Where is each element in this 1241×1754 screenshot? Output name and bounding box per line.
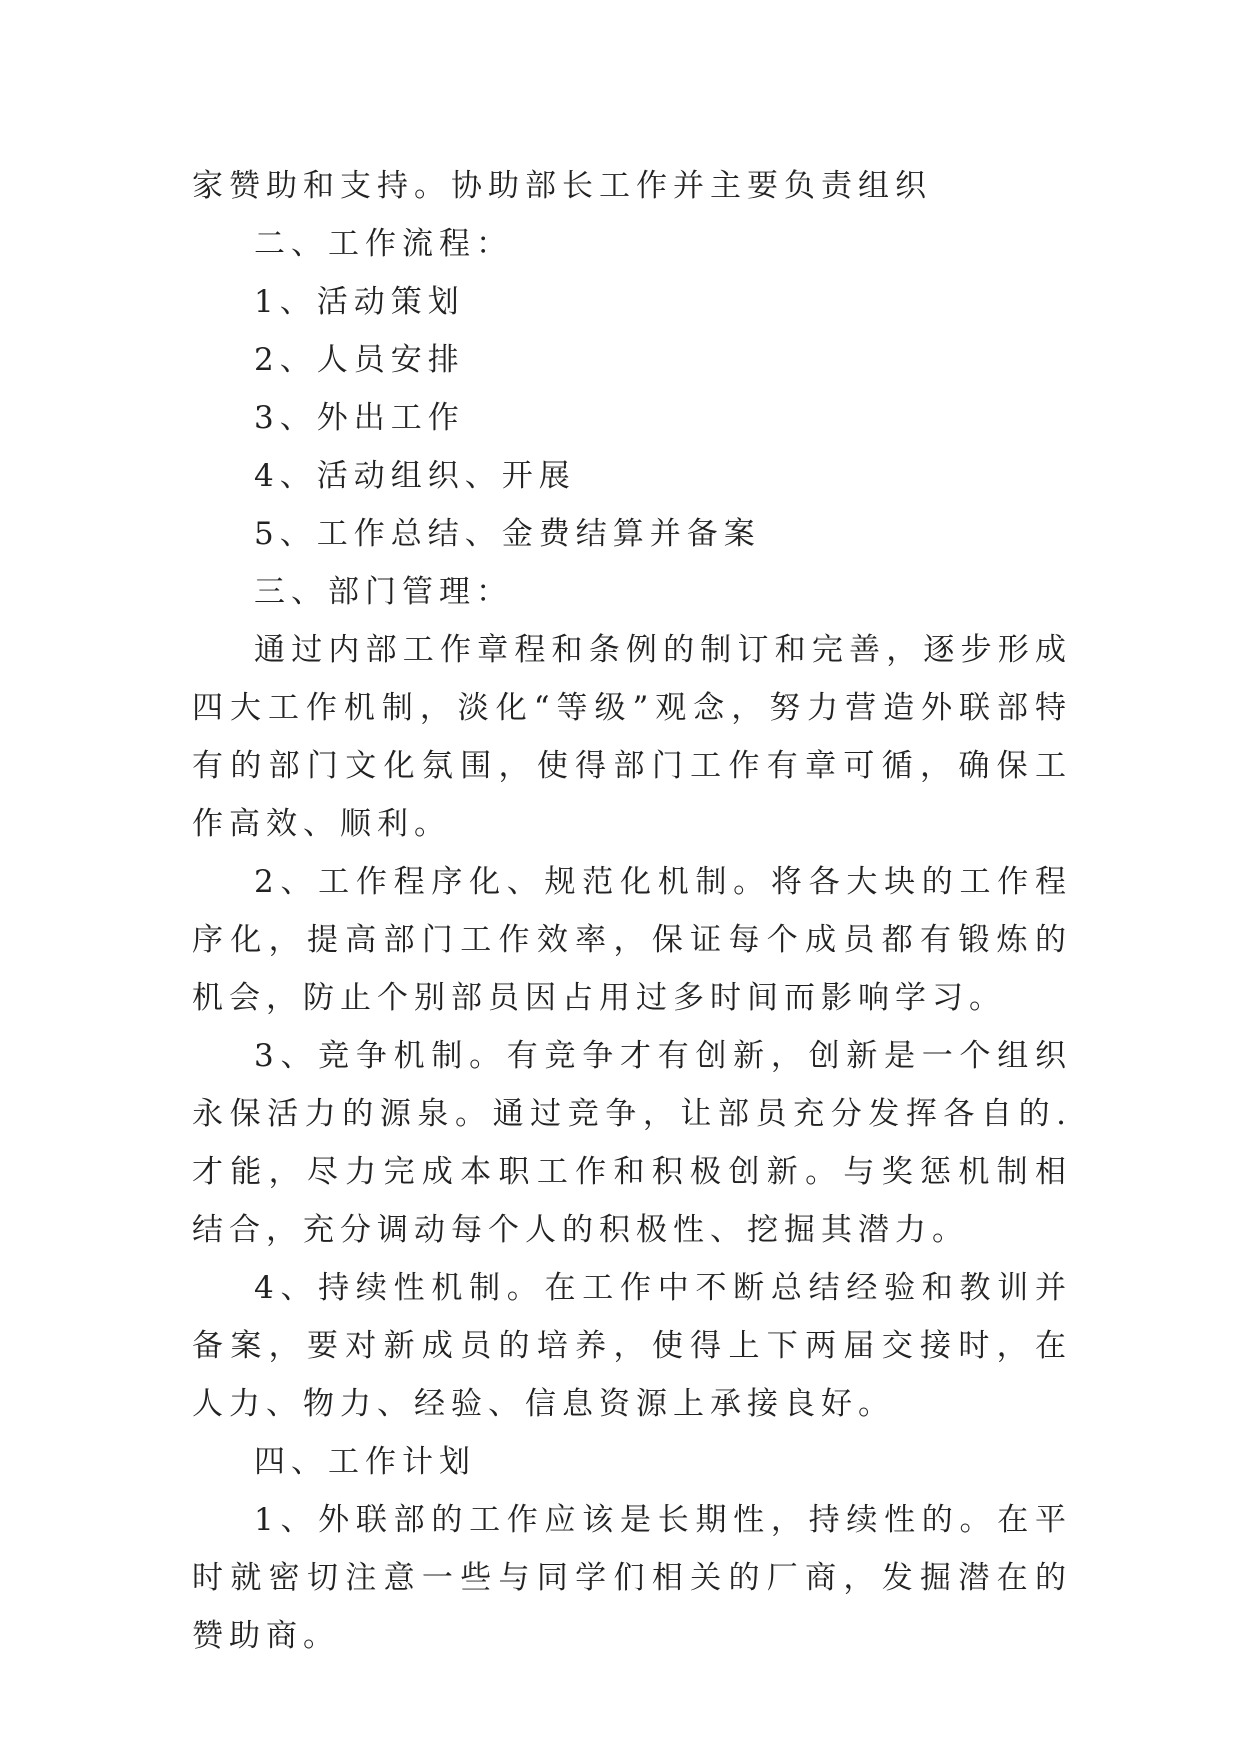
paragraph-continuation: 家赞助和支持。协助部长工作并主要负责组织: [192, 168, 932, 204]
section-heading-plan: 四、工作计划: [254, 1444, 476, 1480]
list-item: 4、活动组织、开展: [254, 458, 576, 494]
list-item: 5、工作总结、金费结算并备案: [254, 516, 761, 552]
list-item: 2、人员安排: [254, 342, 465, 378]
list-item: 1、活动策划: [254, 284, 465, 320]
paragraph: 3、竞争机制。有竞争才有创新，创新是一个组织永保活力的源泉。通过竞争，让部员充分发挥各自的.才能，尽力完成本职工作和积极创新。与奖惩机制相结合，充分调动每个人的积极性、挖掘其潜力。: [192, 1038, 1072, 1248]
paragraph: 4、持续性机制。在工作中不断总结经验和教训并备案，要对新成员的培养，使得上下两届交接时，在人力、物力、经验、信息资源上承接良好。: [192, 1270, 1072, 1422]
paragraph: 通过内部工作章程和条例的制订和完善，逐步形成四大工作机制，淡化“等级”观念，努力营造外联部特有的部门文化氛围，使得部门工作有章可循，确保工作高效、顺利。: [192, 632, 1072, 842]
document-body: [192, 157, 1072, 1665]
section-heading-workflow: 二、工作流程：: [254, 226, 513, 262]
section-heading-management: 三、部门管理：: [254, 574, 513, 610]
paragraph: 2、工作程序化、规范化机制。将各大块的工作程序化，提高部门工作效率，保证每个成员都有锻炼的机会，防止个别部员因占用过多时间而影响学习。: [192, 864, 1072, 1016]
paragraph: 1、外联部的工作应该是长期性，持续性的。在平时就密切注意一些与同学们相关的厂商，发掘潜在的赞助商。: [192, 1502, 1072, 1654]
list-item: 3、外出工作: [254, 400, 465, 436]
